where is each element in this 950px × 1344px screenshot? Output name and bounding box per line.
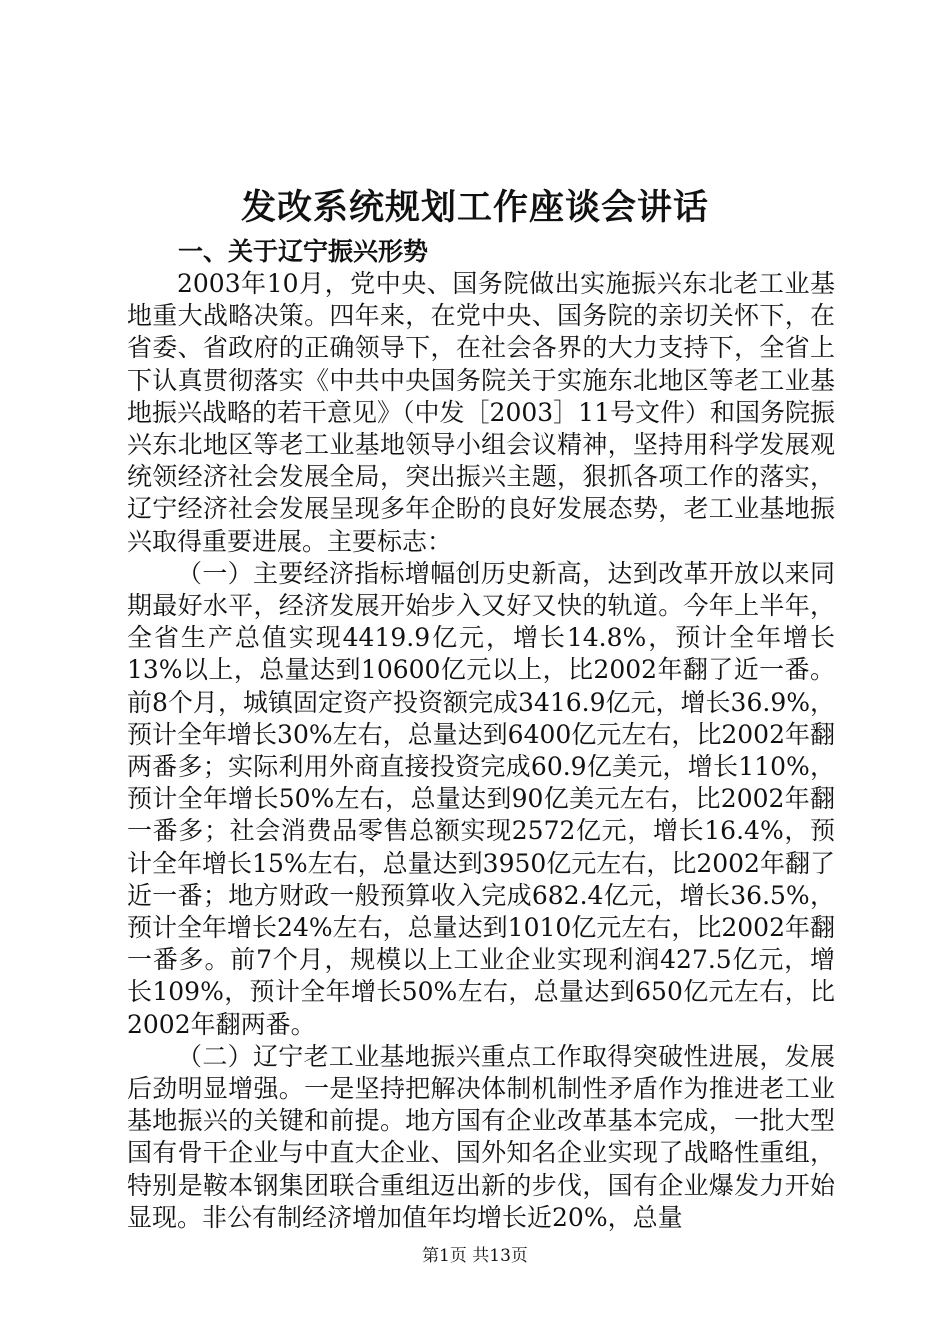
paragraph-economic-indicators: （一）主要经济指标增幅创历史新高，达到改革开放以来同期最好水平，经济发展开始步入又好又快的轨道。今年上半年，全省生产总值实现4419.9亿元，增长14.8%，预计全年增长13%以上，总量达到10600亿元以上，比2002年翻了近一番。前8个月，城镇固定资产投资额完成3416.9亿元，增长36.9%，预计全年增长30%左右，总量达到6400亿元左右，比2002年翻两番多；实际利用外商直接投资完成60.9亿美元，增长110%，预计全年增长50%左右，总量达到90亿美元左右，比2002年翻一番多；社会消费品零售总额实现2572亿元，增长16.4%，预计全年增长15%左右，总量达到3950亿元左右，比2002年翻了近一番；地方财政一般预算收入完成682.4亿元，增长36.5%，预计全年增长24%左右，总量达到1010亿元左右，比2002年翻一番多。前7个月，规模以上工业企业实现利润427.5亿元，增长109%，预计全年增长50%左右，总量达到650亿元左右，比2002年翻两番。 bbox=[127, 558, 835, 1039]
page-number-footer: 第1页 共13页 bbox=[422, 1246, 528, 1266]
paragraph-intro: 2003年10月，党中央、国务院做出实施振兴东北老工业基地重大战略决策。四年来，在党中央、国务院的亲切关怀下，在省委、省政府的正确领导下，在社会各界的大力支持下，全省上下认真贯彻落实《中共中央国务院关于实施东北地区等老工业基地振兴战略的若干意见》（中发［2003］11号文件）和国务院振兴东北地区等老工业基地领导小组会议精神，坚持用科学发展观统领经济社会发展全局，突出振兴主题，狠抓各项工作的落实，辽宁经济社会发展呈现多年企盼的良好发展态势，老工业基地振兴取得重要进展。主要标志： bbox=[127, 269, 835, 556]
paragraph-key-work-progress: （二）辽宁老工业基地振兴重点工作取得突破性进展，发展后劲明显增强。一是坚持把解决体制机制性矛盾作为推进老工业基地振兴的关键和前提。地方国有企业改革基本完成，一批大型国有骨干企业与中直大企业、国外知名企业实现了战略性重组，特别是鞍本钢集团联合重组迈出新的步伐，国有企业爆发力开始显现。非公有制经济增加值年均增长近20%，总量 bbox=[127, 1041, 835, 1232]
document-body bbox=[127, 268, 835, 1234]
section-heading: 一、关于辽宁振兴形势 bbox=[178, 237, 429, 266]
document-title: 发改系统规划工作座谈会讲话 bbox=[240, 187, 709, 228]
